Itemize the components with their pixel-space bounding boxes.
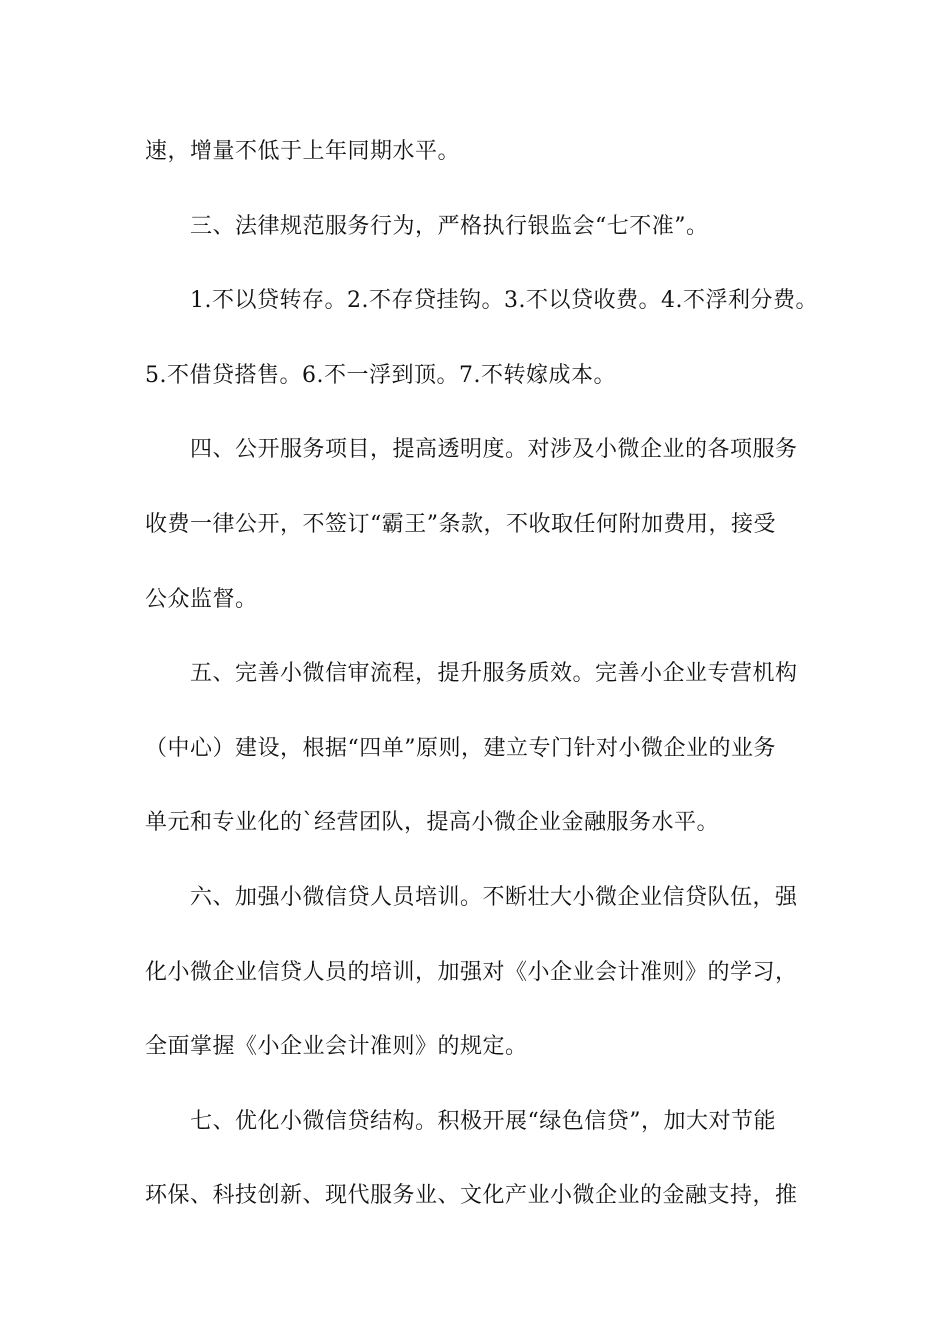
section-7-line-1: 七、优化小微信贷结构。积极开展“绿色信贷”，加大对节能 [190,1109,776,1134]
section-5-line-1: 五、完善小微信审流程，提升服务质效。完善小企业专营机构 [190,661,798,686]
section-4-line-1: 四、公开服务项目，提高透明度。对涉及小微企业的各项服务 [190,437,798,462]
section-6-line-3: 全面掌握《小企业会计准则》的规定。 [145,1034,528,1059]
section-4-line-3: 公众监督。 [145,587,258,612]
section-5-line-3: 单元和专业化的`经营团队，提高小微企业金融服务水平。 [145,810,720,835]
section-6-line-2: 化小微企业信贷人员的培训，加强对《小企业会计准则》的学习， [145,960,798,985]
section-3-heading-line: 三、法律规范服务行为，严格执行银监会“七不准”。 [190,214,709,239]
section-7-line-2: 环保、科技创新、现代服务业、文化产业小微企业的金融支持，推 [145,1183,798,1208]
section-6-line-1: 六、加强小微信贷人员培训。不断壮大小微企业信贷队伍，强 [190,885,798,910]
rules-list-line-2: 5.不借贷搭售。6.不一浮到顶。7.不转嫁成本。 [145,363,616,388]
section-4-line-2: 收费一律公开，不签订“霸王”条款，不收取任何附加费用，接受 [145,512,776,537]
section-5-line-2: （中心）建设，根据“四单”原则，建立专门针对小微企业的业务 [145,736,776,761]
paragraph-line-continuation: 速，增量不低于上年同期水平。 [145,139,461,164]
rules-list-line-1: 1.不以贷转存。2.不存贷挂钩。3.不以贷收费。4.不浮利分费。 [190,288,818,313]
